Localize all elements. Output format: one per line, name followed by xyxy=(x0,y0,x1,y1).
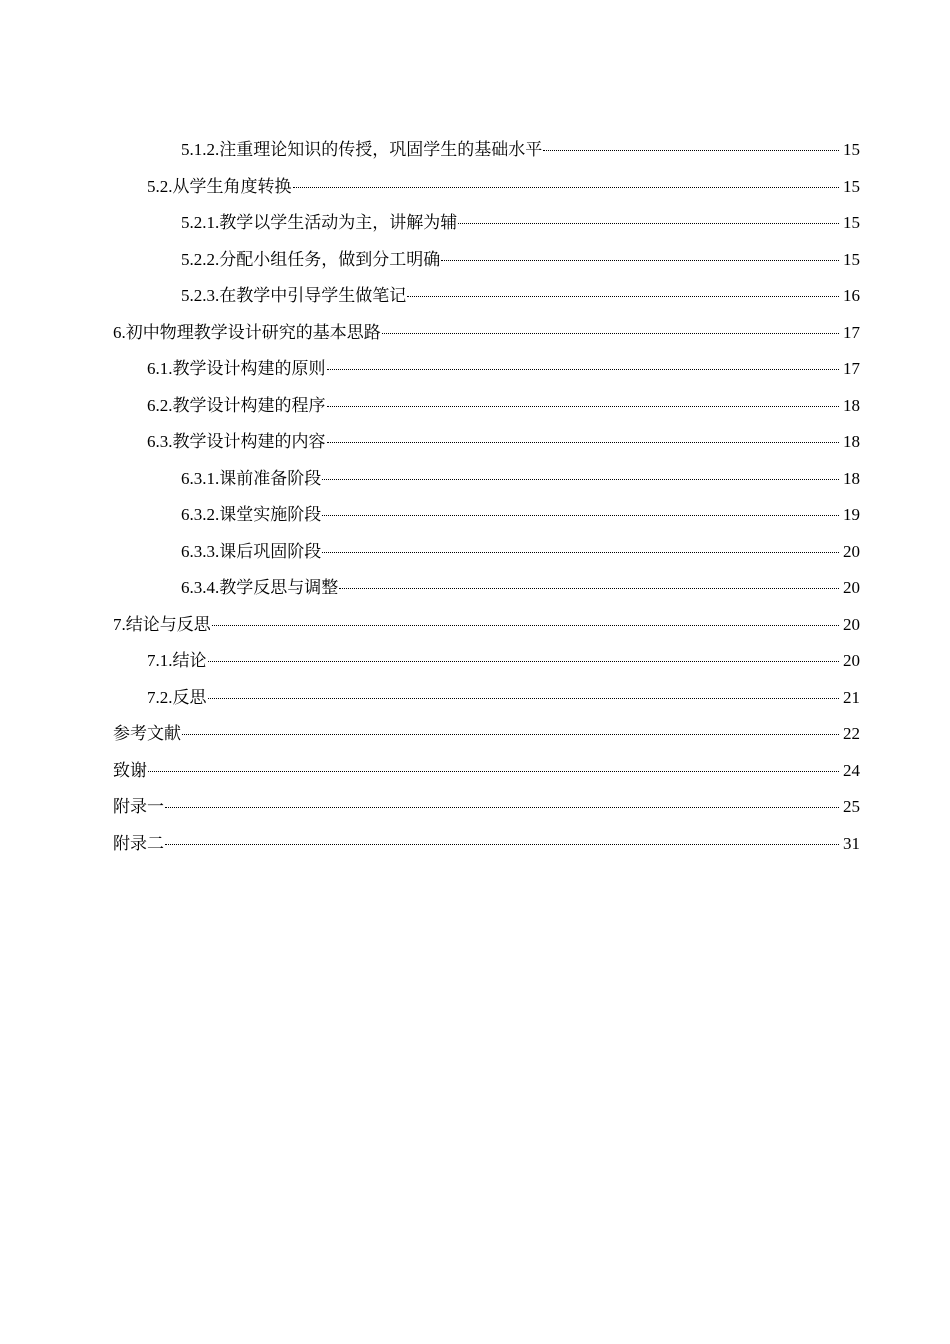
toc-dot-leader xyxy=(322,479,839,480)
toc-entry-number: 6.3.1. xyxy=(181,468,220,488)
toc-entry-page-number: 31 xyxy=(843,833,860,853)
toc-entry-number: 5.1.2. xyxy=(181,140,220,159)
toc-entry[interactable] xyxy=(0,205,950,242)
toc-entry-title: 附录一 xyxy=(113,797,164,816)
toc-entry-title: 注重理论知识的传授，巩固学生的基础水平 xyxy=(219,140,543,159)
toc-entry-page-number: 21 xyxy=(843,687,860,707)
toc-entry-title: 教学设计构建的程序 xyxy=(172,395,326,415)
toc-entry[interactable] xyxy=(0,716,950,753)
toc-entry-number: 7. xyxy=(113,614,126,634)
toc-entry-number: 6.3.2. xyxy=(181,505,220,524)
toc-dot-leader xyxy=(322,515,839,516)
toc-dot-leader xyxy=(441,260,839,261)
toc-dot-leader xyxy=(322,552,839,553)
toc-entry-title: 附录二 xyxy=(113,833,164,853)
toc-dot-leader xyxy=(543,150,839,151)
toc-entry-page-number: 17 xyxy=(843,359,860,378)
toc-entry[interactable] xyxy=(0,132,950,169)
toc-entry-title: 反思 xyxy=(172,687,207,707)
toc-entry-page-number: 20 xyxy=(843,614,860,634)
toc-entry-page-number: 20 xyxy=(843,578,860,597)
toc-entry-page-number: 25 xyxy=(843,797,860,816)
toc-entry-page-number: 20 xyxy=(843,651,860,670)
toc-dot-leader xyxy=(165,807,839,808)
toc-entry-title: 致谢 xyxy=(113,760,147,780)
toc-entry-title: 课堂实施阶段 xyxy=(219,505,322,524)
toc-entry[interactable] xyxy=(0,534,950,571)
toc-entry-title: 教学以学生活动为主，讲解为辅 xyxy=(219,213,458,232)
toc-entry[interactable] xyxy=(0,388,950,425)
toc-dot-leader xyxy=(407,296,839,297)
toc-entry-number: 7.1. xyxy=(147,651,173,670)
toc-entry[interactable] xyxy=(0,643,950,680)
toc-entry-page-number: 15 xyxy=(843,249,860,269)
toc-dot-leader xyxy=(212,625,839,626)
toc-entry-title: 结论与反思 xyxy=(125,614,211,634)
toc-entry-page-number: 15 xyxy=(843,213,860,232)
toc-dot-leader xyxy=(327,442,840,443)
toc-entry[interactable] xyxy=(0,570,950,607)
toc-entry-page-number: 18 xyxy=(843,432,860,451)
toc-entry[interactable] xyxy=(0,242,950,279)
toc-entry[interactable] xyxy=(0,169,950,206)
toc-entry-title: 课前准备阶段 xyxy=(219,468,322,488)
toc-entry-page-number: 18 xyxy=(843,468,860,488)
toc-entry[interactable] xyxy=(0,315,950,352)
toc-entry[interactable] xyxy=(0,461,950,498)
toc-dot-leader xyxy=(327,369,840,370)
toc-dot-leader xyxy=(148,771,839,772)
toc-entry-number: 6. xyxy=(113,322,126,342)
toc-entry-title: 教学反思与调整 xyxy=(219,578,339,597)
toc-entry-number: 5.2.3. xyxy=(181,286,220,305)
toc-entry-number: 6.3. xyxy=(147,432,173,451)
toc-entry-title: 教学设计构建的内容 xyxy=(172,432,326,451)
toc-entry[interactable] xyxy=(0,278,950,315)
toc-entry-page-number: 24 xyxy=(843,760,860,780)
toc-entry-title: 分配小组任务，做到分工明确 xyxy=(219,249,441,269)
toc-dot-leader xyxy=(165,844,839,845)
toc-entry[interactable] xyxy=(0,680,950,717)
toc-entry[interactable] xyxy=(0,789,950,826)
toc-entry-title: 从学生角度转换 xyxy=(172,176,292,196)
toc-dot-leader xyxy=(208,661,840,662)
toc-entry[interactable] xyxy=(0,351,950,388)
toc-entry-page-number: 16 xyxy=(843,286,860,305)
toc-entry-number: 5.2. xyxy=(147,176,173,196)
toc-entry-page-number: 19 xyxy=(843,505,860,524)
toc-entry-title: 初中物理教学设计研究的基本思路 xyxy=(125,322,381,342)
toc-entry-title: 在教学中引导学生做笔记 xyxy=(219,286,407,305)
toc-entry[interactable] xyxy=(0,753,950,790)
toc-entry-number: 5.2.1. xyxy=(181,213,220,232)
toc-entry[interactable] xyxy=(0,497,950,534)
toc-entry-number: 5.2.2. xyxy=(181,249,220,269)
toc-entry-title: 教学设计构建的原则 xyxy=(172,359,326,378)
toc-entry-number: 6.3.3. xyxy=(181,541,220,561)
toc-dot-leader xyxy=(293,187,840,188)
toc-dot-leader xyxy=(182,734,839,735)
toc-entry-number: 7.2. xyxy=(147,687,173,707)
toc-dot-leader xyxy=(382,333,839,334)
toc-entry[interactable] xyxy=(0,826,950,863)
toc-entry[interactable] xyxy=(0,607,950,644)
toc-entry-number: 6.3.4. xyxy=(181,578,220,597)
toc-entry-page-number: 17 xyxy=(843,322,860,342)
toc-entry-page-number: 15 xyxy=(843,140,860,159)
toc-entry-number: 6.1. xyxy=(147,359,173,378)
toc-entry-page-number: 20 xyxy=(843,541,860,561)
toc-entry[interactable] xyxy=(0,424,950,461)
toc-entry-title: 参考文献 xyxy=(113,724,181,743)
toc-dot-leader xyxy=(208,698,840,699)
toc-entry-title: 结论 xyxy=(172,651,207,670)
toc-entry-page-number: 15 xyxy=(843,176,860,196)
table-of-contents xyxy=(0,132,950,862)
toc-entry-number: 6.2. xyxy=(147,395,173,415)
toc-dot-leader xyxy=(458,223,839,224)
toc-dot-leader xyxy=(327,406,840,407)
toc-entry-page-number: 22 xyxy=(843,724,860,743)
toc-dot-leader xyxy=(339,588,839,589)
toc-entry-title: 课后巩固阶段 xyxy=(219,541,322,561)
toc-entry-page-number: 18 xyxy=(843,395,860,415)
